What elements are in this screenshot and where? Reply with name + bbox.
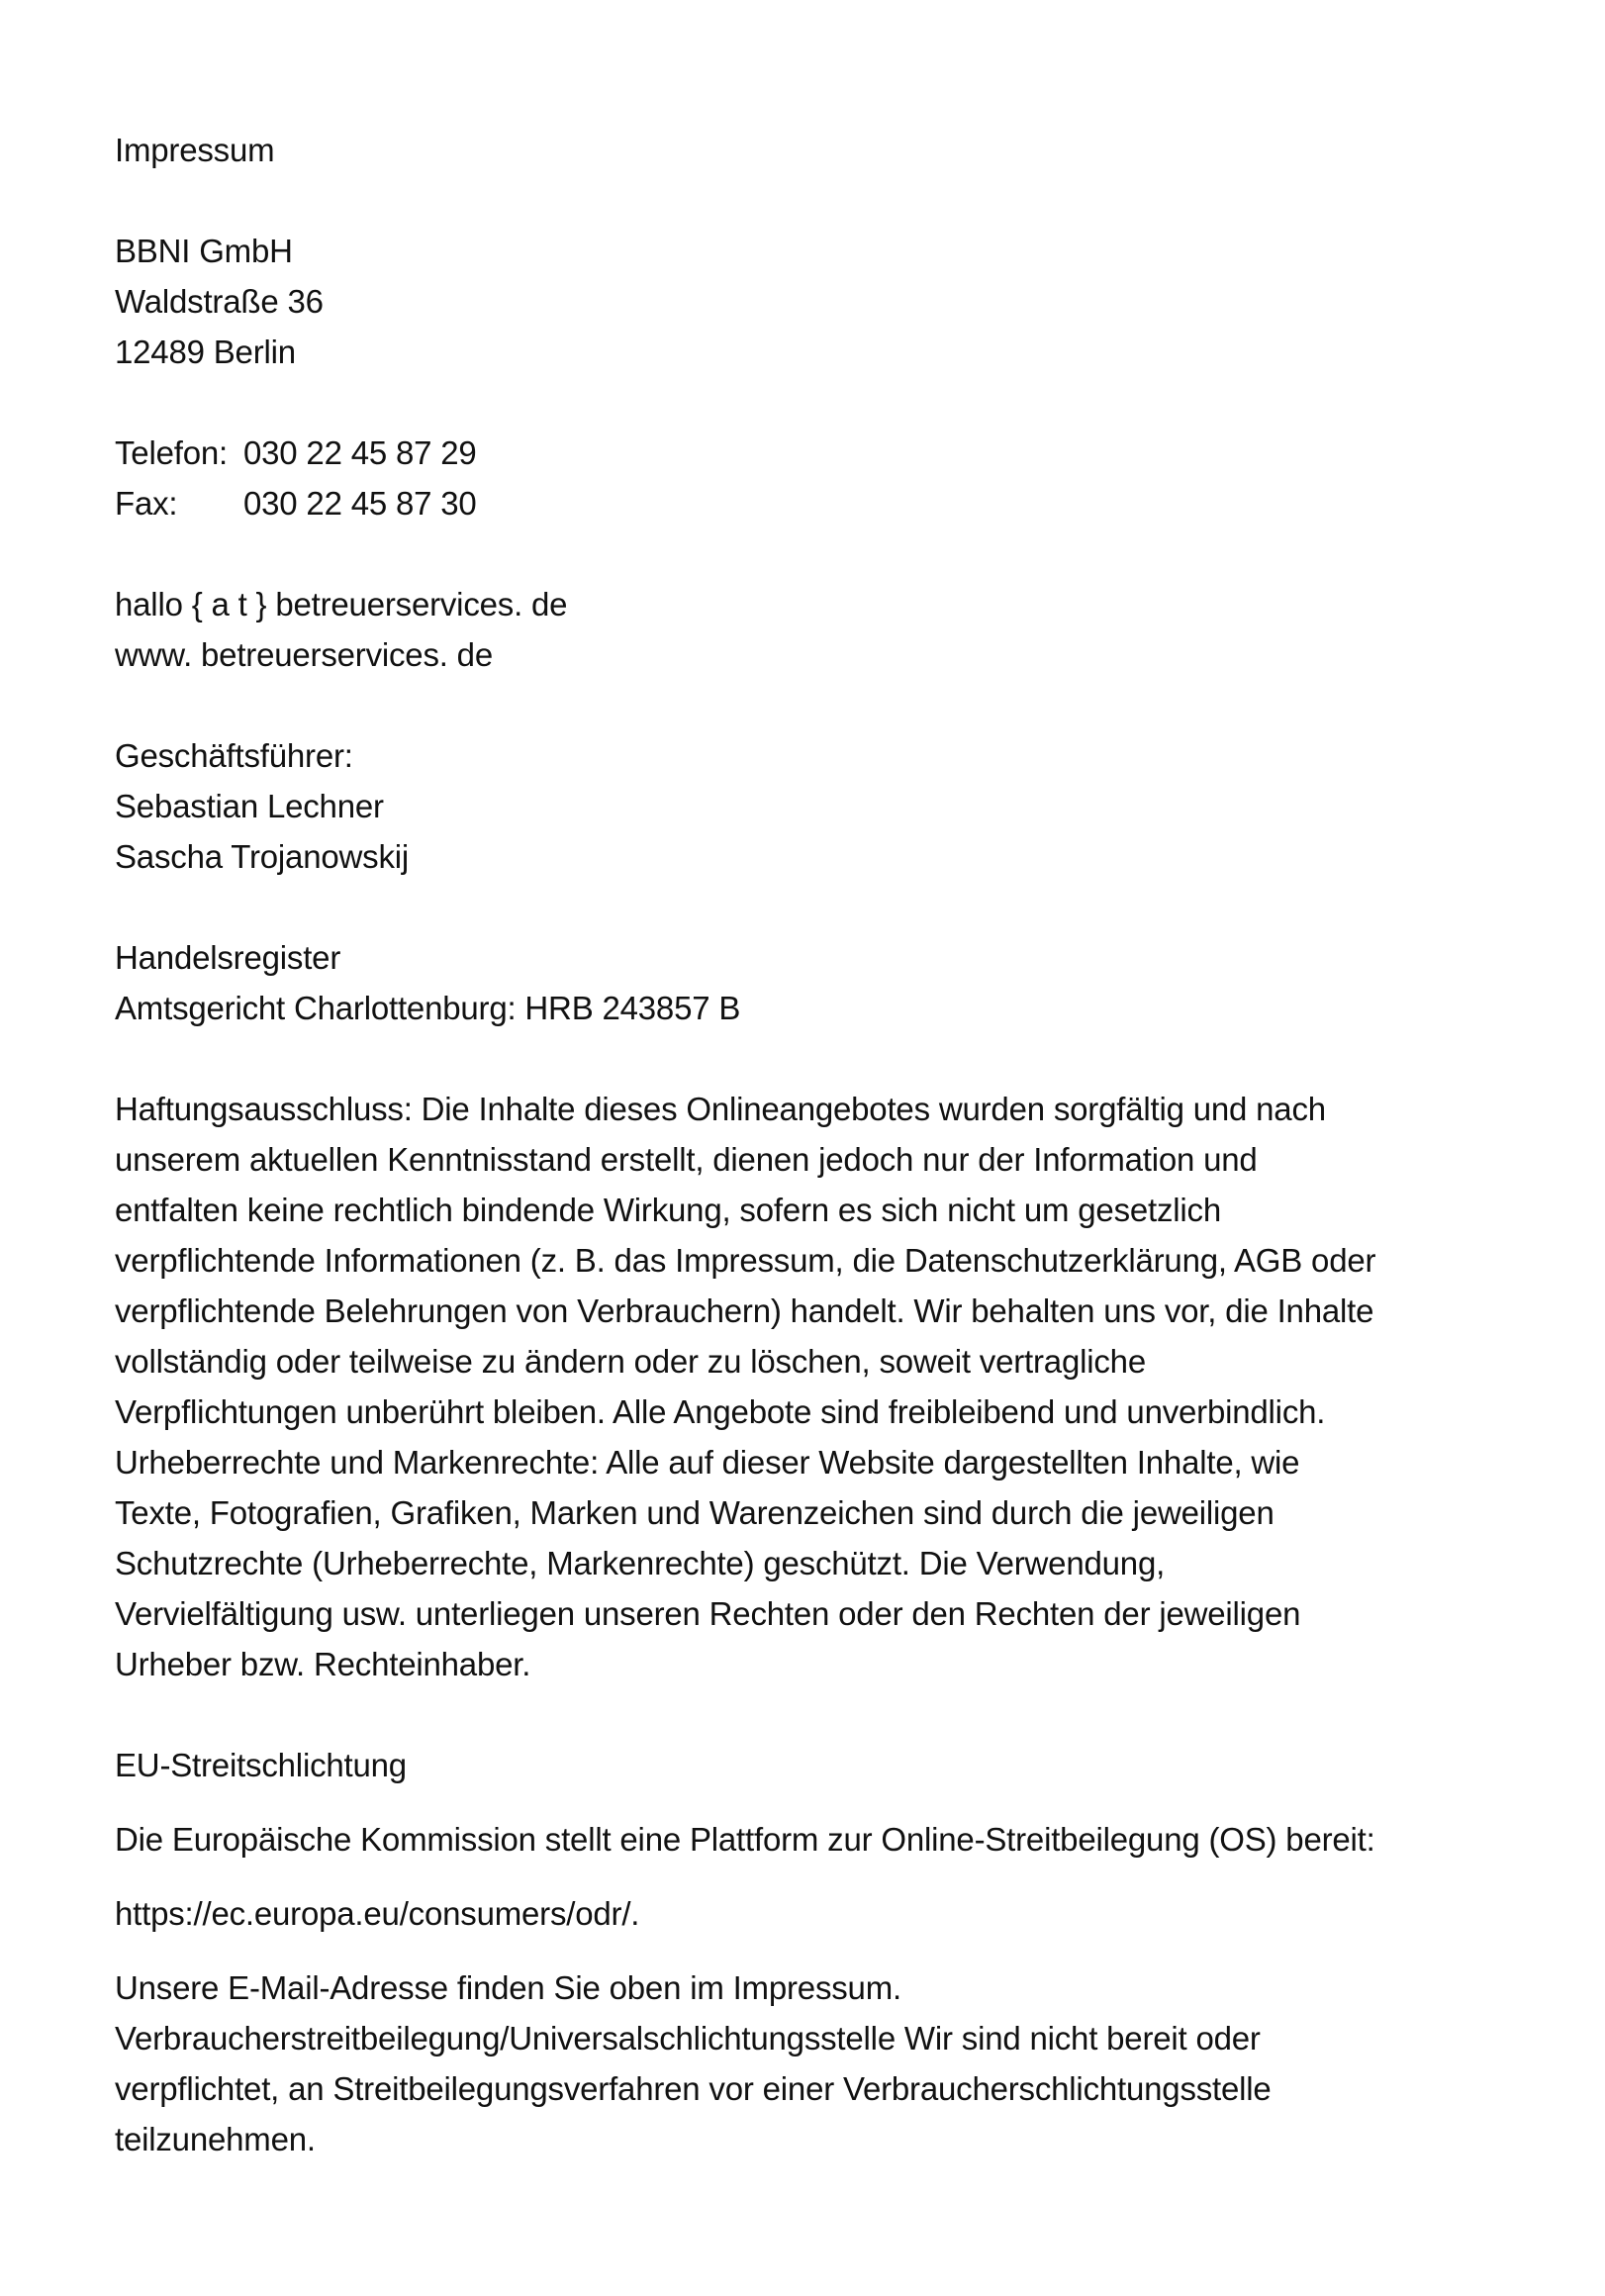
disclaimer-line: Verpflichtungen unberührt bleiben. Alle Angebote sind freibleibend und unverbindlich. (115, 1393, 1326, 1430)
phone-row (115, 428, 1480, 478)
document-page (115, 125, 1480, 2164)
company-city: 12489 Berlin (115, 334, 296, 370)
eu-heading: EU-Streitschlichtung (115, 1747, 407, 1783)
disclaimer-line: Vervielfältigung usw. unterliegen unseren Rechten oder den Rechten der jeweiligen (115, 1595, 1301, 1632)
management-block (115, 730, 1480, 882)
fax-row (115, 478, 1480, 528)
phone-label: Telefon: (115, 434, 228, 471)
disclaimer-line: vollständig oder teilweise zu ändern oder zu löschen, soweit vertragliche (115, 1343, 1146, 1380)
fax-label: Fax: (115, 485, 178, 522)
website-text: www. betreuerservices. de (115, 636, 493, 673)
disclaimer-line: Urheber bzw. Rechteinhaber. (115, 1646, 531, 1682)
disclaimer-line: Haftungsausschluss: Die Inhalte dieses Onlineangebotes wurden sorgfältig und nach (115, 1091, 1326, 1127)
disclaimer-line: verpflichtende Informationen (z. B. das Impressum, die Datenschutzerklärung, AGB oder (115, 1242, 1376, 1279)
company-name: BBNI GmbH (115, 233, 293, 269)
disclaimer-line: unserem aktuellen Kenntnisstand erstellt, dienen jedoch nur der Information und (115, 1141, 1258, 1178)
eu-platform-text: Die Europäische Kommission stellt eine Plattform zur Online-Streitbeilegung (OS) bereit: (115, 1821, 1375, 1858)
disclaimer-paragraph (115, 1084, 1480, 1689)
disclaimer-line: Urheberrechte und Markenrechte: Alle auf dieser Website dargestellten Inhalte, wie (115, 1444, 1300, 1481)
register-entry: Amtsgericht Charlottenburg: HRB 243857 B (115, 990, 741, 1026)
manager-name: Sascha Trojanowskij (115, 838, 410, 875)
closing-line: verpflichtet, an Streitbeilegungsverfahren vor einer Verbraucherschlichtungsstelle (115, 2070, 1272, 2107)
phone-number: 030 22 45 87 29 (243, 434, 477, 471)
closing-line: Unsere E-Mail-Adresse finden Sie oben im Impressum. (115, 1969, 901, 2006)
eu-odr-link[interactable]: https://ec.europa.eu/consumers/odr/. (115, 1895, 640, 1932)
page-title: Impressum (115, 132, 275, 168)
management-heading: Geschäftsführer: (115, 737, 353, 774)
company-address (115, 226, 1480, 377)
company-street: Waldstraße 36 (115, 283, 324, 320)
eu-closing-paragraph (115, 1962, 1480, 2164)
closing-line: Verbraucherstreitbeilegung/Universalschlichtungsstelle Wir sind nicht bereit oder (115, 2020, 1261, 2057)
closing-line: teilzunehmen. (115, 2121, 316, 2157)
contact-block (115, 428, 1480, 528)
disclaimer-line: Texte, Fotografien, Grafiken, Marken und Warenzeichen sind durch die jeweiligen (115, 1494, 1275, 1531)
manager-name: Sebastian Lechner (115, 788, 384, 824)
disclaimer-line: entfalten keine rechtlich bindende Wirkung, sofern es sich nicht um gesetzlich (115, 1192, 1222, 1228)
fax-number: 030 22 45 87 30 (243, 485, 477, 522)
register-heading: Handelsregister (115, 939, 341, 976)
register-block (115, 932, 1480, 1033)
disclaimer-line: verpflichtende Belehrungen von Verbrauchern) handelt. Wir behalten uns vor, die Inhalte (115, 1292, 1374, 1329)
email-text: hallo { a t } betreuerservices. de (115, 586, 568, 622)
disclaimer-line: Schutzrechte (Urheberrechte, Markenrechte) geschützt. Die Verwendung, (115, 1545, 1166, 1581)
online-contact (115, 579, 1480, 680)
